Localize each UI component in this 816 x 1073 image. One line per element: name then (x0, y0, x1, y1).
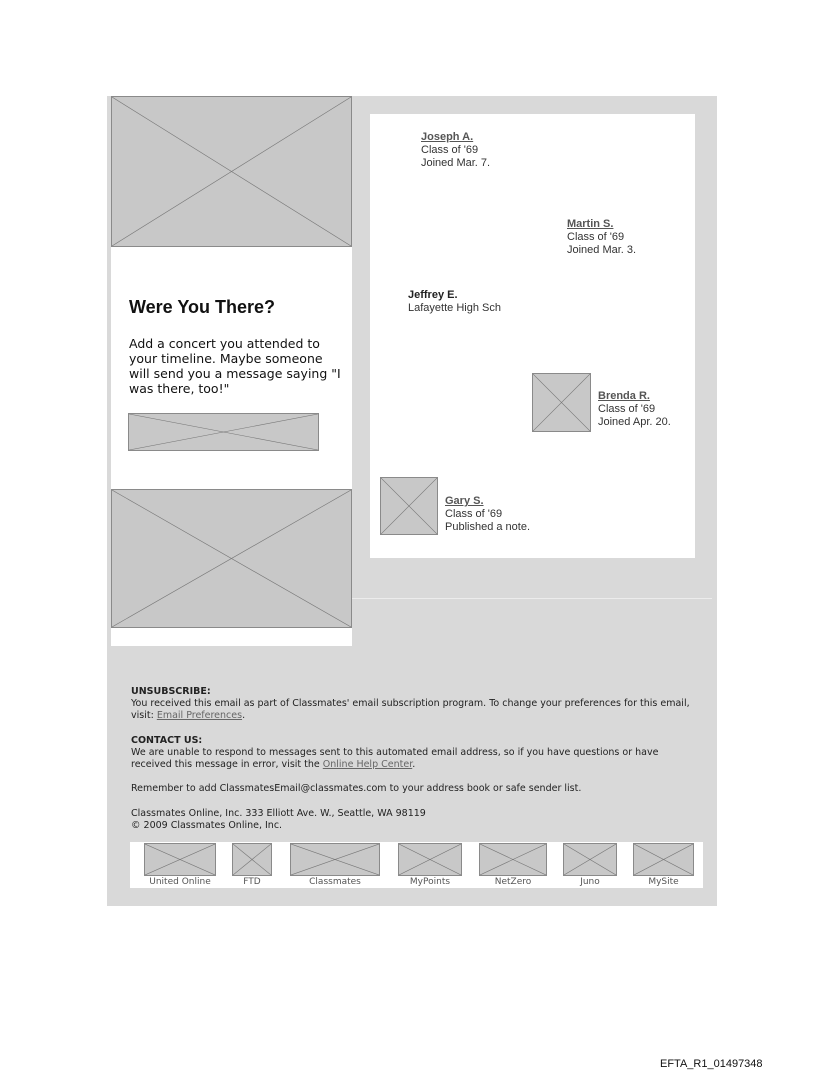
activity-item (445, 495, 530, 534)
safe-sender-reminder: Remember to add ClassmatesEmail@classmates.com to your address book or safe sender list. (131, 783, 582, 794)
member-class: Class of '69 (598, 403, 656, 415)
member-school: Lafayette High Sch (408, 302, 501, 314)
logo-label: MyPoints (409, 877, 451, 887)
member-photo (380, 477, 438, 535)
member-class: Class of '69 (445, 508, 503, 520)
member-status: Joined Mar. 7. (421, 157, 491, 169)
member-status: Published a note. (445, 521, 531, 533)
member-link[interactable]: Martin S. (567, 218, 614, 230)
member-status: Joined Mar. 3. (567, 244, 637, 256)
member-link[interactable]: Gary S. (445, 495, 484, 507)
mypoints-logo[interactable] (398, 843, 462, 876)
document-id: EFTA_R1_01497348 (660, 1058, 763, 1070)
promo-body: Add a concert you attended to your timeline. Maybe someone will send you a message saying "I was there, too!" (129, 336, 341, 396)
activity-item (408, 289, 501, 315)
activity-item (567, 218, 636, 257)
classmates-logo[interactable] (290, 843, 380, 876)
unsubscribe-section: UNSUBSCRIBE: You received this email as part of Classmates' email subscription program. To change your preferences for this email, visit: Email Preferences. (131, 686, 690, 721)
member-name: Jeffrey E. (408, 289, 458, 301)
promo-top-image (111, 96, 352, 247)
member-class: Class of '69 (567, 231, 625, 243)
copyright: © 2009 Classmates Online, Inc. (131, 820, 283, 831)
ftd-logo[interactable] (232, 843, 272, 876)
juno-logo[interactable] (563, 843, 617, 876)
member-photo (532, 373, 591, 432)
member-link[interactable]: Brenda R. (598, 390, 650, 402)
unsubscribe-text: You received this email as part of Classmates' email subscription program. To change your preferences for this email, visit: (131, 698, 690, 721)
logo-label: United Online (149, 877, 211, 887)
mysite-logo[interactable] (633, 843, 694, 876)
email-preferences-link[interactable]: Email Preferences (156, 710, 243, 721)
unsubscribe-heading: UNSUBSCRIBE: (131, 686, 211, 697)
promo-cta-button[interactable] (128, 413, 319, 451)
logo-label: MySite (648, 877, 679, 887)
member-status: Joined Apr. 20. (598, 416, 671, 428)
promo-headline: Were You There? (129, 297, 276, 317)
logo-label: FTD (243, 877, 261, 887)
company-address: Classmates Online, Inc. 333 Elliott Ave. W., Seattle, WA 98119 (131, 808, 426, 819)
netzero-logo[interactable] (479, 843, 547, 876)
help-center-link[interactable]: Online Help Center (322, 759, 413, 770)
logo-label: NetZero (494, 877, 532, 887)
member-link[interactable]: Joseph A. (421, 131, 474, 143)
united-online-logo[interactable] (144, 843, 216, 876)
logo-label: Juno (580, 877, 600, 887)
logo-label: Classmates (309, 877, 361, 887)
divider (352, 598, 712, 599)
promo-bottom-image (111, 489, 352, 628)
contact-text: We are unable to respond to messages sent to this automated email address, so if you have questions or have received this message in error, visit the (131, 747, 659, 770)
activity-item (598, 390, 671, 429)
member-class: Class of '69 (421, 144, 479, 156)
activity-item (421, 131, 490, 170)
contact-heading: CONTACT US: (131, 735, 203, 746)
contact-section: CONTACT US: We are unable to respond to messages sent to this automated email address, so if you have questions or have received this message in error, visit the Online Help Center. (131, 735, 659, 770)
